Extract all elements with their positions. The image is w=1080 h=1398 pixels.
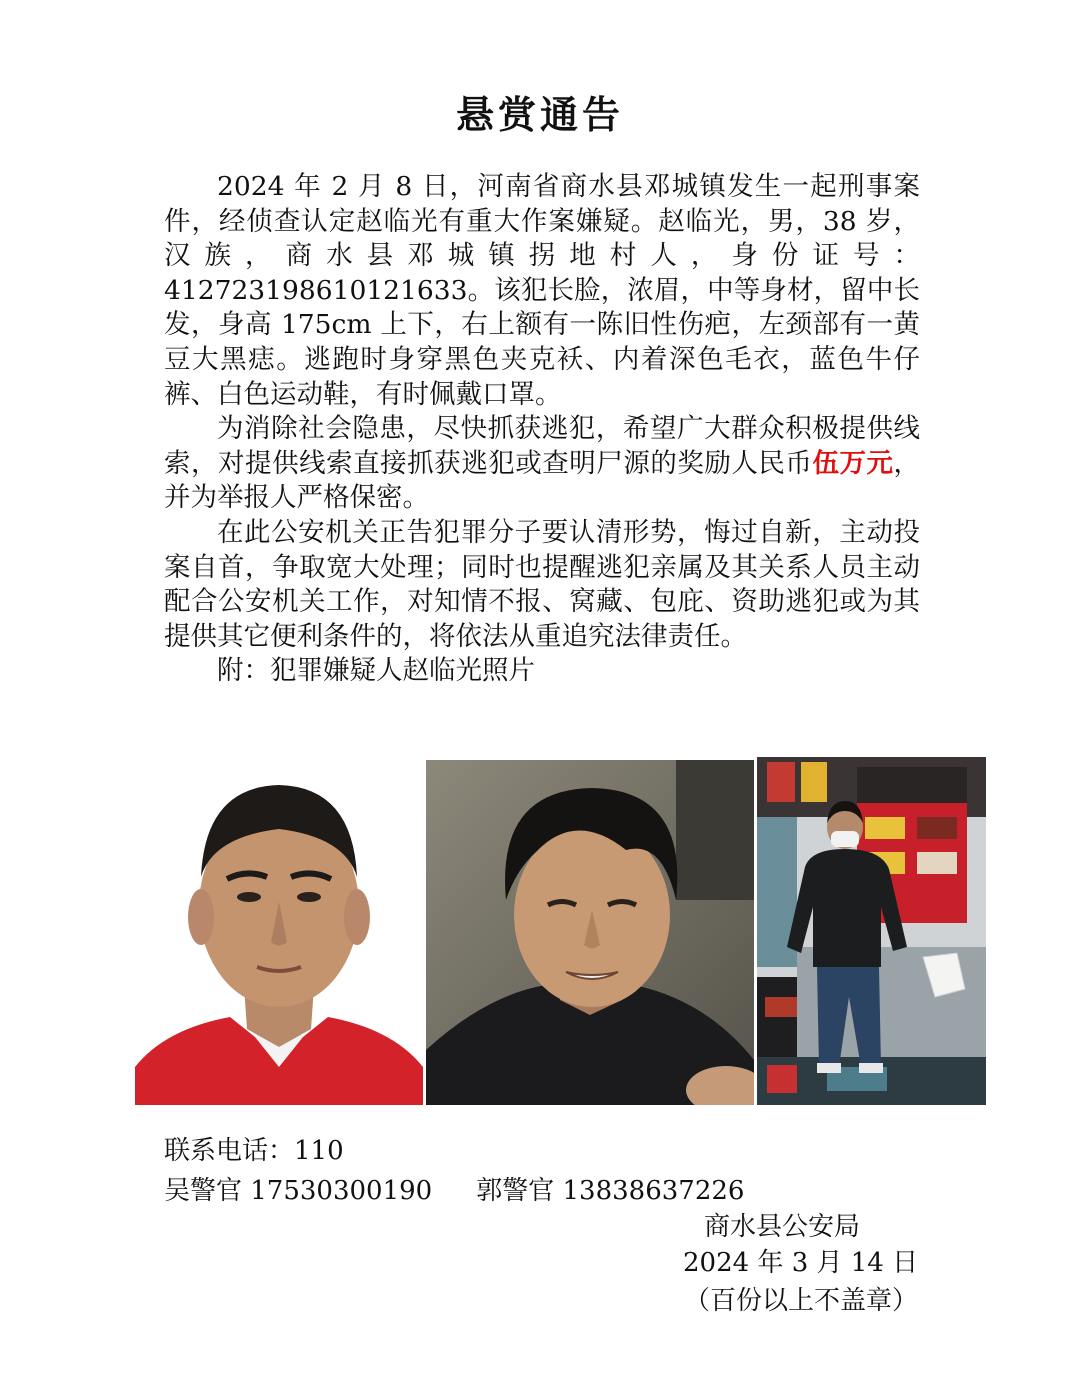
paragraph-warning: 在此公安机关正告犯罪分子要认清形势，悔过自新，主动投案自首，争取宽大处理；同时也提醒逃犯亲属及其关系人员主动配合公安机关工作，对知情不报、窝藏、包庇、资助逃犯或为其提供其它便利条件的，将依法从重追究法律责任。 [164, 516, 920, 652]
paragraph-attachment: 附：犯罪嫌疑人赵临光照片 [217, 655, 535, 687]
reward-text-after: ，并为举报人严格保密。 [164, 447, 921, 514]
suspect-photo-id-portrait [135, 767, 423, 1105]
contact-officers [164, 1170, 744, 1207]
suspect-photo-surveillance [757, 757, 986, 1105]
stamp-note: （百份以上不盖章） [684, 1286, 919, 1316]
issue-date: 2024 年 3 月 14 日 [683, 1248, 919, 1278]
paragraph-case-description: 2024 年 2 月 8 日，河南省商水县邓城镇发生一起刑事案件，经侦查认定赵临光有重大作案嫌疑。赵临光，男，38 岁，汉族，商水县邓城镇拐地村人，身份证号：412723198610121633。该犯长脸，浓眉，中等身材，留中长发，身高 175cm 上下，右上额有一陈旧性伤疤，左颈部有一黄豆大黑痣。逃跑时身穿黑色夹克袄、内着深色毛衣，蓝色牛仔裤、白色运动鞋，有时佩戴口罩。 [164, 171, 920, 410]
issuing-organization: 商水县公安局 [704, 1212, 861, 1242]
paragraph-reward [164, 412, 920, 516]
officer-guo: 郭警官 13838637226 [476, 1176, 745, 1206]
officer-wu: 吴警官 17530300190 [164, 1176, 433, 1206]
notice-body [164, 170, 920, 689]
suspect-photo-closeup [426, 760, 754, 1105]
reward-amount: 伍万元 [812, 447, 894, 479]
contact-phone: 联系电话：110 [164, 1136, 344, 1166]
suspect-photos [0, 757, 1080, 1107]
notice-title: 悬赏通告 [455, 93, 624, 137]
reward-text-before: 为消除社会隐患，尽快抓获逃犯，希望广大群众积极提供线索，对提供线索直接抓获逃犯或查明尸源的奖励人民币 [164, 413, 920, 479]
